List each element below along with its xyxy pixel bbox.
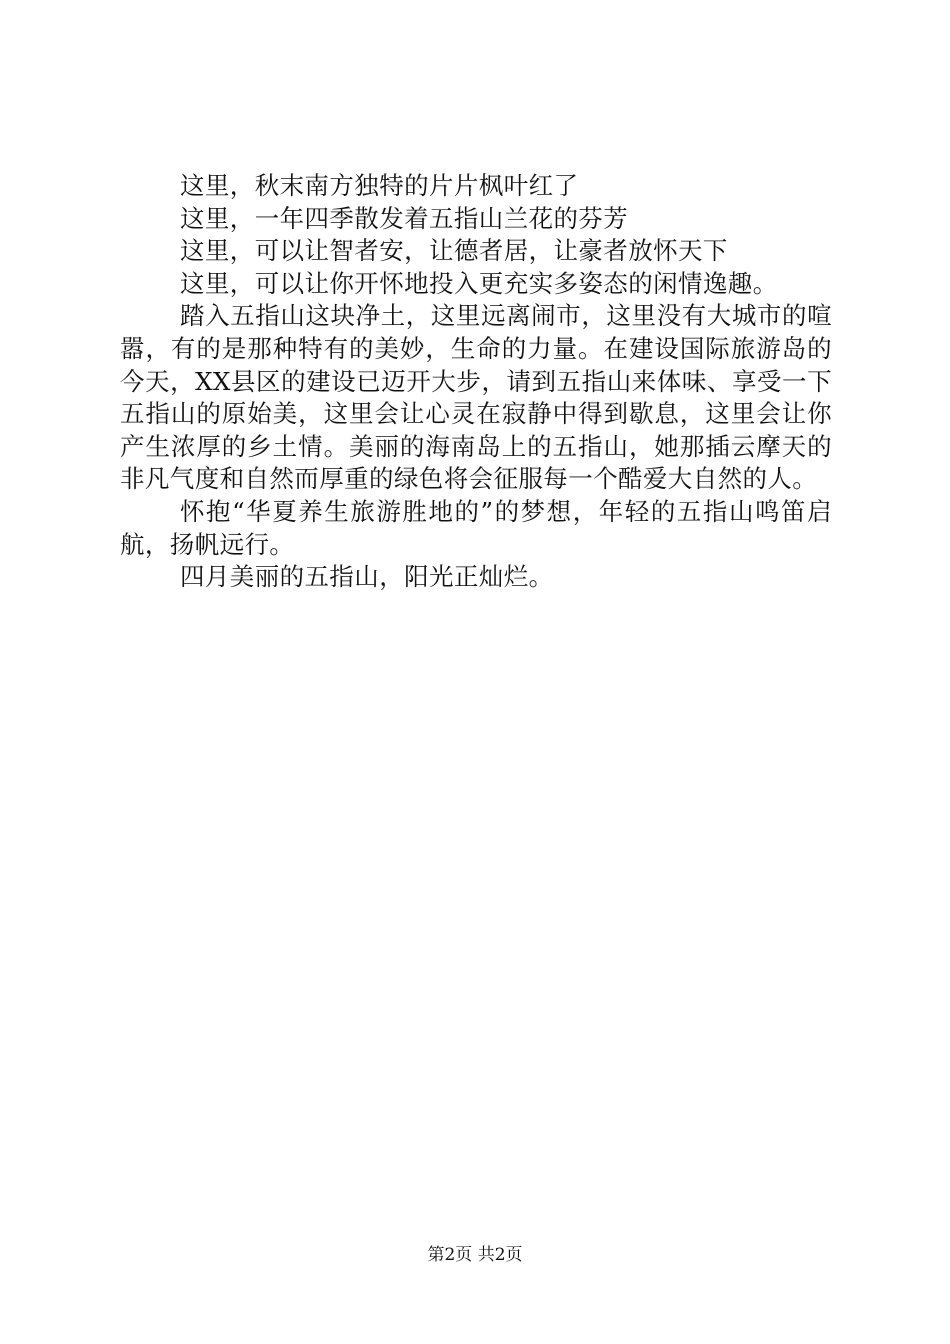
paragraph: 这里，一年四季散发着五指山兰花的芬芳 xyxy=(180,203,629,233)
paragraph: 怀抱“华夏养生旅游胜地的”的梦想，年轻的五指山鸣笛启航，扬帆远行。 xyxy=(120,496,832,559)
paragraph: 这里，可以让你开怀地投入更充实多姿态的闲情逸趣。 xyxy=(180,268,778,298)
paragraph: 这里，秋末南方独特的片片枫叶红了 xyxy=(180,171,579,200)
paragraph: 这里，可以让智者安，让德者居，让豪者放怀天下 xyxy=(180,236,728,266)
document-body xyxy=(120,170,832,594)
paragraph: 四月美丽的五指山，阳光正灿烂。 xyxy=(180,562,554,592)
page-footer: 第2页 共2页 xyxy=(427,1245,523,1265)
paragraph: 踏入五指山这块净土，这里远离闹市，这里没有大城市的喧嚣，有的是那种特有的美妙，生命的力量。在建设国际旅游岛的今天，XX县区的建设已迈开大步，请到五指山来体味、享受一下五指山的原始美，这里会让心灵在寂静中得到歇息，这里会让你产生浓厚的乡土情。美丽的海南岛上的五指山，她那插云摩天的非凡气度和自然而厚重的绿色将会征服每一个酷爱大自然的人。 xyxy=(120,301,832,494)
